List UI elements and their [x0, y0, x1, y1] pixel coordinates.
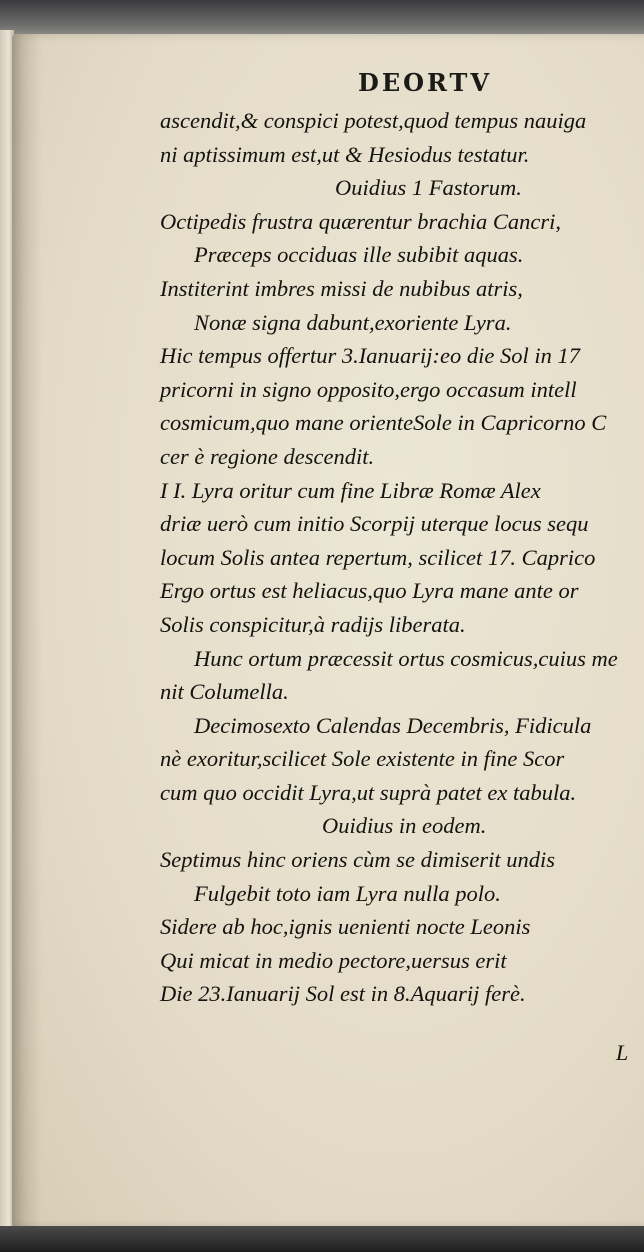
text-line: nit Columella. — [160, 679, 289, 705]
text-line: ascendit,& conspici potest,quod tempus nauiga — [160, 108, 587, 133]
text-line: I I. Lyra oritur cum fine Libræ Romæ Alex — [160, 477, 541, 503]
text-line: Solis conspicitur,à radijs liberata. — [160, 611, 466, 637]
text-line: locum Solis antea repertum, scilicet 17. Caprico — [160, 544, 596, 570]
text-line: Hic tempus offertur 3.Ianuarij:eo die Sol in 17 — [160, 343, 580, 369]
page-text — [160, 104, 644, 1011]
text-line: Die 23.Ianuarij Sol est in 8.Aquarij ferè. — [160, 981, 526, 1007]
text-line: Ergo ortus est heliacus,quo Lyra mane ante or — [160, 578, 579, 604]
verse-line: Qui micat in medio pectore,uersus erit — [160, 947, 507, 973]
text-line: Hunc ortum præcessit ortus cosmicus,cuius me — [194, 645, 618, 671]
verse-line: Fulgebit toto iam Lyra nulla polo. — [194, 880, 501, 906]
gutter-shadow — [12, 34, 42, 1230]
text-line: cer è regione descendit. — [160, 443, 375, 469]
text-line: pricorni in signo opposito,ergo occasum intell — [160, 376, 577, 402]
section-heading: Ouidius in eodem. — [322, 813, 487, 839]
background-bottom — [0, 1226, 644, 1252]
catchword: L — [616, 1040, 629, 1065]
verse-line: Septimus hinc oriens cùm se dimiserit undis — [160, 847, 555, 873]
verse-line: Sidere ab hoc,ignis uenienti nocte Leonis — [160, 914, 531, 940]
text-line: Decimosexto Calendas Decembris, Fidicula — [194, 712, 592, 738]
text-line: cum quo occidit Lyra,ut suprà patet ex tabula. — [160, 779, 577, 805]
verse-line: Institerint imbres missi de nubibus atris, — [160, 275, 523, 301]
text-line: cosmicum,quo mane orienteSole in Capricorno C — [160, 410, 607, 436]
text-line: nè exoritur,scilicet Sole existente in fine Scor — [160, 746, 565, 772]
text-line: ni aptissimum est,ut & Hesiodus testatur. — [160, 141, 530, 167]
verse-line: Nonæ signa dabunt,exoriente Lyra. — [194, 309, 512, 335]
running-head: DEORTV — [358, 68, 493, 97]
text-line: driæ uerò cum initio Scorpij uterque locus sequ — [160, 511, 589, 537]
verse-line: Octipedis frustra quærentur brachia Cancri, — [160, 208, 562, 234]
section-heading: Ouidius 1 Fastorum. — [335, 175, 522, 201]
verse-line: Præceps occiduas ille subibit aquas. — [194, 242, 524, 268]
